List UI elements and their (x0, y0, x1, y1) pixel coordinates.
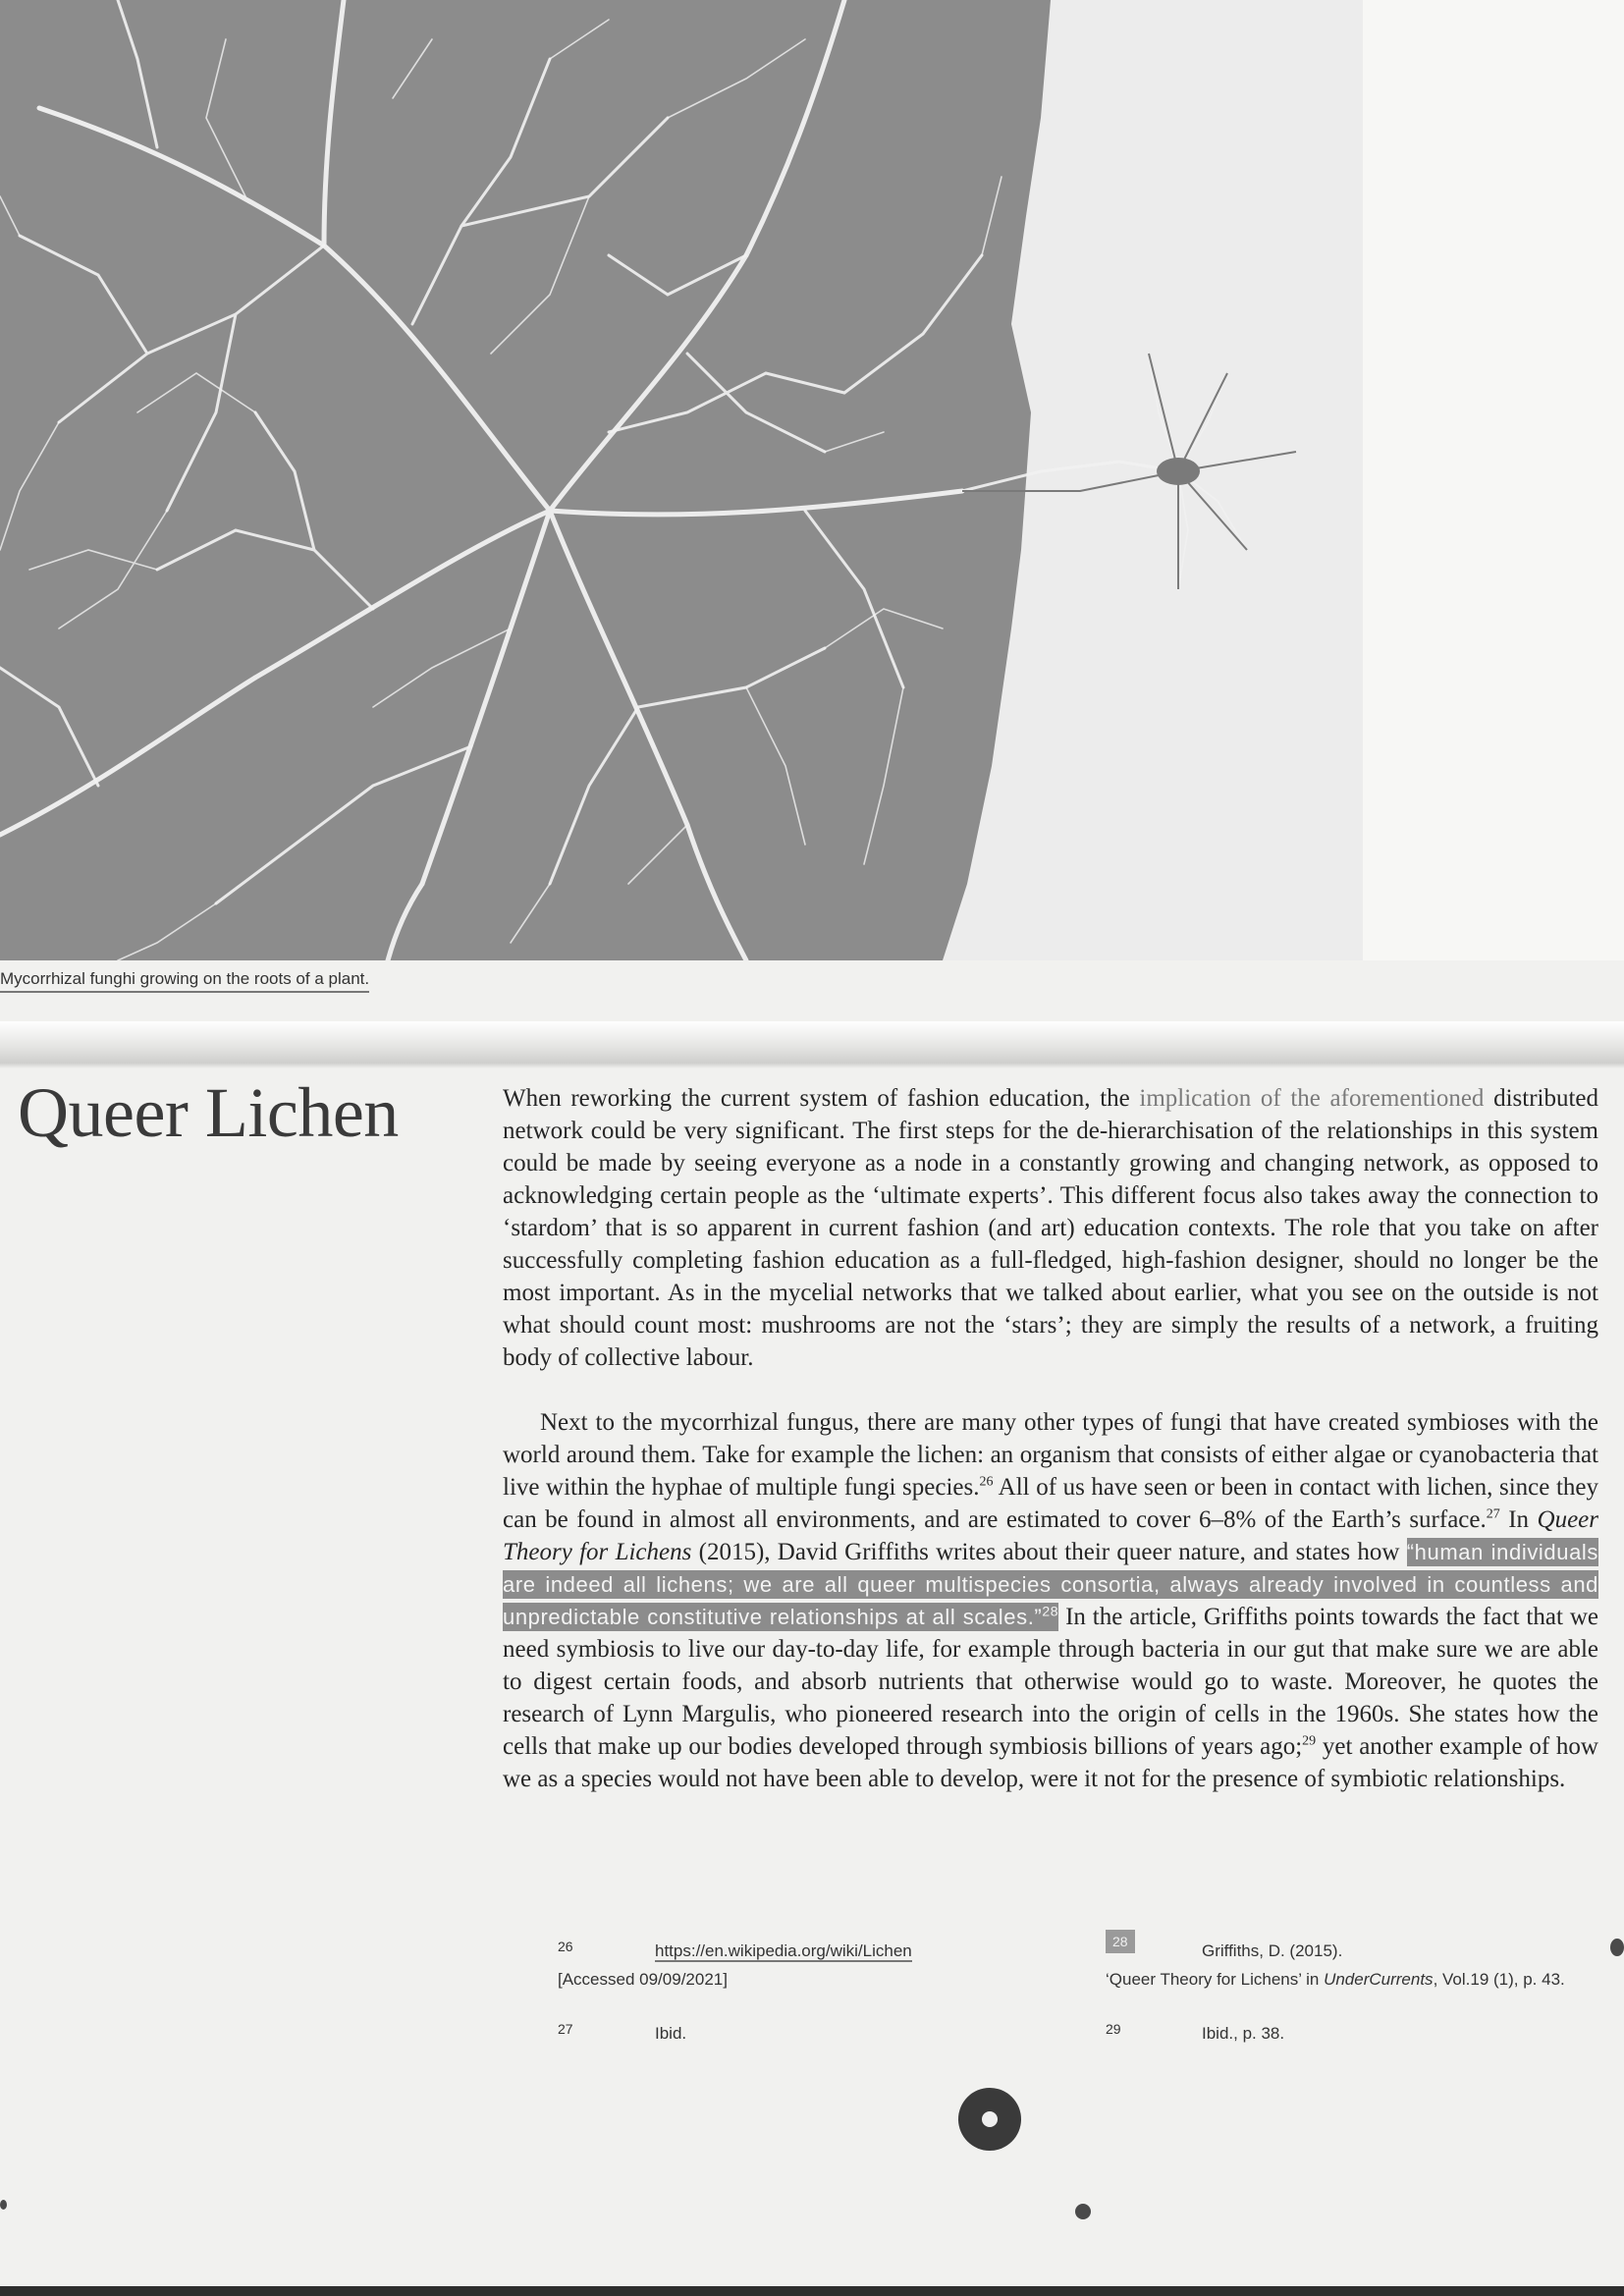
paragraph-2-part-f: yet another example of how we as a species would not have been able to develop, were it not for the presence of symbiotic relationships. (503, 1733, 1598, 1792)
footnote-28 (1106, 1930, 1135, 1953)
footnote-28-citation (1106, 1970, 1565, 1990)
paragraph-2-part-a: Next to the mycorrhizal fungus, there are many other types of fungi that have created symbioses with the world around them. Take for example the lichen: an organism that consists of either algae or cyanobacteria that live within the hyphae of multiple fungi species. (503, 1409, 1598, 1501)
article-body (503, 1082, 1598, 1795)
footnote-26-link-wrap (655, 1941, 912, 1961)
photo-illustration (0, 0, 1363, 960)
footnote-27-text: Ibid. (655, 2024, 687, 2043)
footnote-ref-29[interactable]: 29 (1302, 1733, 1317, 1749)
footnote-ref-26[interactable]: 26 (979, 1474, 994, 1490)
paragraph-1-faded-text: implication of the aforementioned (1139, 1085, 1485, 1112)
scan-edge-mark (1610, 1939, 1624, 1956)
article-title: Queer Lichen (18, 1073, 399, 1152)
highlighted-quote-text: “human individuals are indeed all lichens; we are all queer multispecies consortia, always already involved in countless and unpredictable constitutive relationships at all scales.” (503, 1540, 1598, 1629)
footnote-28-post: , Vol.19 (1), p. 43. (1433, 1970, 1565, 1989)
paragraph-2-part-b: All of us have seen or been in contact with lichen, since they can be found in almost all environments, and are estimated to cover 6–8% of the Earth’s surface. (503, 1474, 1598, 1533)
paragraph-2-part-e: In the article, Griffiths points towards the fact that we need symbiosis to live our day-to-day life, for example through bacteria in our gut that make sure we are able to digest certain foods, and absorb nutrients that otherwise would go to waste. Moreover, he quotes the research of Lynn Margulis, who pioneered research into the origin of cells in the 1960s. She states how the cells that make up our bodies developed through symbiosis billions of years ago; (503, 1604, 1598, 1760)
paragraph-1 (503, 1082, 1598, 1374)
footnote-29 (1106, 2019, 1121, 2039)
footnote-26-number: 26 (558, 1939, 573, 1954)
footnote-27 (558, 2019, 573, 2039)
footnote-26 (558, 1937, 573, 1956)
mycorrhizal-fungi-photo (0, 0, 1363, 960)
footnote-29-number: 29 (1106, 2021, 1121, 2037)
photo-caption: Mycorrhizal funghi growing on the roots of a plant. (0, 969, 369, 993)
paragraph-2-part-d: (2015), David Griffiths writes about their queer nature, and states how (691, 1539, 1407, 1565)
book-title: Queer Theory for Lichens (503, 1506, 1598, 1565)
footnote-29-text: Ibid., p. 38. (1202, 2024, 1285, 2043)
footnote-26-accessed: [Accessed 09/09/2021] (558, 1970, 728, 1989)
footnote-26-link[interactable]: https://en.wikipedia.org/wiki/Lichen (655, 1941, 912, 1960)
scan-bottom-edge (0, 2286, 1624, 2296)
footnote-ref-28[interactable]: 28 (1042, 1603, 1059, 1619)
page-margin (1363, 0, 1624, 960)
paragraph-1-start: When reworking the current system of fashion education, the (503, 1085, 1140, 1112)
footnote-28-author: Griffiths, D. (2015). (1202, 1941, 1343, 1960)
scan-edge-mark-left (0, 2200, 7, 2210)
page-fold (0, 1021, 1624, 1068)
paragraph-2-part-c: In (1499, 1506, 1538, 1533)
footnote-28-journal: UnderCurrents (1324, 1970, 1434, 1989)
punch-hole-mark (958, 2088, 1021, 2151)
footnote-27-number: 27 (558, 2021, 573, 2037)
scan-dot (1075, 2204, 1091, 2219)
footnote-28-pre: ‘Queer Theory for Lichens’ in (1106, 1970, 1325, 1989)
footnote-ref-27[interactable]: 27 (1486, 1506, 1500, 1522)
paragraph-2 (503, 1406, 1598, 1795)
footnote-28-number: 28 (1106, 1930, 1135, 1953)
paragraph-1-rest: distributed network could be very significant. The first steps for the de-hierarchisation of the relationships in this system could be made by seeing everyone as a node in a constantly growing and changing network, as opposed to acknowledging certain people as the ‘ultimate experts’. This different focus also takes away the connection to ‘stardom’ that is so apparent in current fashion (and art) education contexts. The role that you take on after successfully completing fashion education as a full-fledged, high-fashion designer, should no longer be the most important. As in the mycelial networks that we talked about earlier, what you see on the outside is not what should count most: mushrooms are not the ‘stars’; they are simply the results of a network, a fruiting body of collective labour. (503, 1085, 1599, 1371)
